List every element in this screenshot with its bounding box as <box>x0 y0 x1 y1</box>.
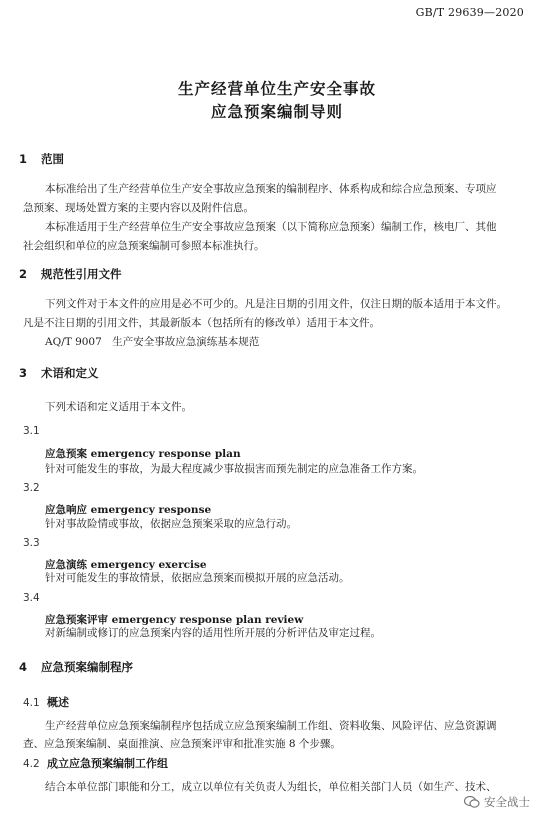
section-1-heading: 1 范围 <box>19 152 64 166</box>
standard-number: GB/T 29639—2020 <box>415 6 524 19</box>
section-2-heading: 2 规范性引用文件 <box>19 267 122 281</box>
s2-para1-line2: 凡是不注日期的引用文件，其最新版本（包括所有的修改单）适用于本文件。 <box>23 317 380 329</box>
term-definition: 针对可能发生的事故，为最大程度减少事故损害而预先制定的应急准备工作方案。 <box>45 463 423 475</box>
wechat-icon <box>464 795 480 809</box>
subsection-4-1-heading: 4.1 概述 <box>23 696 69 709</box>
term-definition: 针对可能发生的事故情景，依据应急预案而模拟开展的应急活动。 <box>45 572 350 584</box>
watermark <box>464 794 530 810</box>
term-number: 3.1 <box>23 425 40 437</box>
s4-2-para-line1: 结合本单位部门职能和分工，成立以单位有关负责人为组长，单位相关部门人员（如生产、技术、 <box>45 781 497 793</box>
watermark-text: 安全战士 <box>484 795 530 809</box>
term-number: 3.3 <box>23 537 40 549</box>
term-definition: 针对事故险情或事故，依据应急预案采取的应急行动。 <box>45 518 297 530</box>
term-title: 应急预案 emergency response plan <box>45 448 241 460</box>
s2-reference: AQ/T 9007 生产安全事故应急演练基本规范 <box>45 336 260 348</box>
s1-para2-line1: 本标准适用于生产经营单位生产安全事故应急预案（以下简称应急预案）编制工作，核电厂、其他 <box>45 221 497 233</box>
s1-para1-line2: 急预案、现场处置方案的主要内容以及附件信息。 <box>23 202 254 214</box>
term-number: 3.2 <box>23 482 40 494</box>
term-definition: 对新编制或修订的应急预案内容的适用性所开展的分析评估及审定过程。 <box>45 627 381 639</box>
term-number: 3.4 <box>23 592 40 604</box>
s4-1-para-line2: 查、应急预案编制、桌面推演、应急预案评审和批准实施 8 个步骤。 <box>23 738 341 750</box>
doc-title-line1: 生产经营单位生产安全事故 <box>177 80 376 98</box>
s1-para1-line1: 本标准给出了生产经营单位生产安全事故应急预案的编制程序、体系构成和综合应急预案、专项应 <box>45 183 497 195</box>
subsection-4-2-heading: 4.2 成立应急预案编制工作组 <box>23 757 168 770</box>
section-4-heading: 4 应急预案编制程序 <box>19 660 133 674</box>
s3-intro: 下列术语和定义适用于本文件。 <box>45 401 192 413</box>
term-title: 应急演练 emergency exercise <box>45 559 207 571</box>
term-title: 应急响应 emergency response <box>45 504 212 516</box>
doc-title-line2: 应急预案编制导则 <box>210 103 343 121</box>
s2-para1-line1: 下列文件对于本文件的应用是必不可少的。凡是注日期的引用文件，仅注日期的版本适用于本文件。 <box>45 298 507 310</box>
section-3-heading: 3 术语和定义 <box>19 366 99 380</box>
s1-para2-line2: 社会组织和单位的应急预案编制可参照本标准执行。 <box>23 240 265 252</box>
s4-1-para-line1: 生产经营单位应急预案编制程序包括成立应急预案编制工作组、资料收集、风险评估、应急资源调 <box>45 720 497 732</box>
term-title: 应急预案评审 emergency response plan review <box>45 614 304 626</box>
